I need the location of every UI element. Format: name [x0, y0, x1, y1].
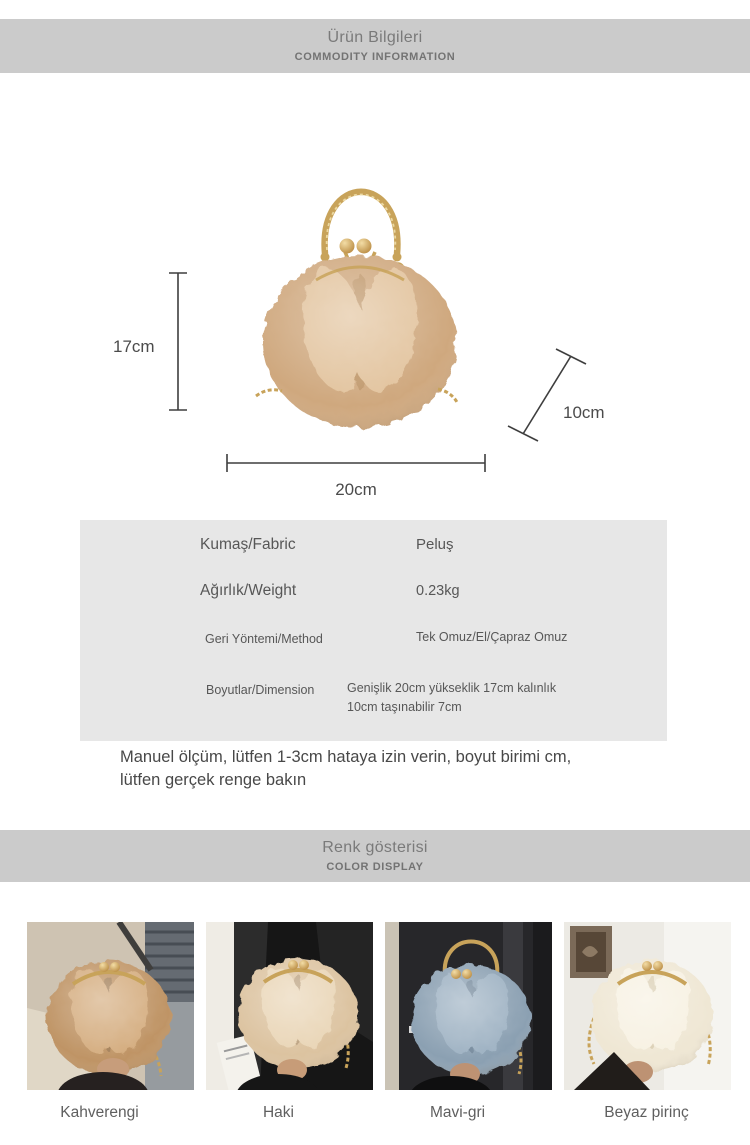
depth-dimension-label: 10cm — [563, 403, 605, 422]
bag — [411, 965, 531, 1075]
bag — [47, 961, 171, 1075]
commodity-info-header — [0, 19, 750, 73]
commodity-info-title: Ürün Bilgileri — [327, 29, 423, 46]
spec-value-dimension: Genişlik 20cm yükseklik 17cm kalınlık 10cm taşınabilir 7cm — [347, 681, 557, 714]
spec-value-fabric: Peluş — [416, 536, 454, 553]
spec-table — [80, 520, 667, 741]
bag-body — [263, 256, 457, 428]
spec-label-weight: Ağırlık/Weight — [200, 582, 297, 599]
measurement-note-line2: lütfen gerçek renge bakın — [120, 770, 307, 789]
swatch-label-mavi-gri: Mavi-gri — [429, 1104, 486, 1121]
color-display-subtitle: COLOR DISPLAY — [326, 861, 424, 873]
spec-label-dimension: Boyutlar/Dimension — [206, 683, 315, 697]
swatch-label-kahverengi: Kahverengi — [60, 1104, 139, 1121]
spec-value-weight: 0.23kg — [416, 583, 460, 599]
commodity-info-subtitle: COMMODITY INFORMATION — [294, 51, 456, 63]
width-dimension-line — [221, 452, 491, 474]
height-dimension-label: 17cm — [113, 337, 155, 356]
measurement-note-line1: Manuel ölçüm, lütfen 1-3cm hataya izin verin, boyut birimi cm, — [120, 748, 572, 766]
swatch-photo-haki[interactable] — [206, 922, 373, 1090]
spec-value-method: Tek Omuz/El/Çapraz Omuz — [416, 630, 568, 644]
bag — [238, 959, 358, 1069]
measurement-note — [120, 746, 660, 791]
depth-dimension-line — [498, 344, 596, 446]
spec-label-fabric: Kumaş/Fabric — [200, 536, 296, 553]
swatch-photo-kahverengi[interactable] — [27, 922, 194, 1090]
height-dimension-line — [164, 269, 192, 415]
wall-photo — [570, 926, 612, 978]
color-display-title: Renk gösterisi — [322, 839, 428, 856]
color-display-header — [0, 830, 750, 882]
product-illustration — [250, 182, 470, 437]
swatch-label-haki: Haki — [262, 1104, 294, 1121]
swatch-label-beyaz-pirinc: Beyaz pirinç — [604, 1104, 689, 1121]
bag — [591, 960, 713, 1072]
swatch-photo-beyaz-pirinc[interactable] — [564, 922, 731, 1090]
width-dimension-label: 20cm — [335, 480, 377, 499]
spec-label-method: Geri Yöntemi/Method — [205, 632, 323, 646]
swatch-photo-mavi-gri[interactable] — [385, 922, 552, 1090]
